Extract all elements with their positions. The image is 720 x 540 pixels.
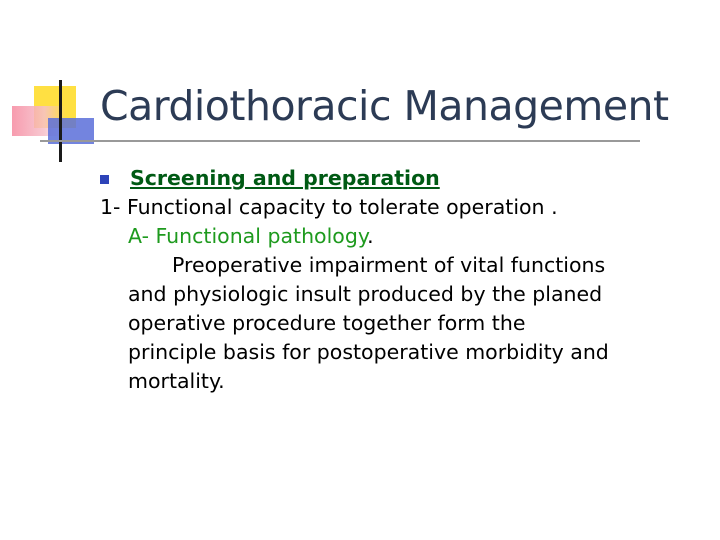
paragraph-line-3: operative procedure together form the	[128, 311, 526, 335]
title-underline-rule	[40, 140, 640, 142]
subitem-a	[100, 222, 710, 251]
slide-body	[100, 164, 710, 396]
bullet-heading: Screening and preparation	[130, 166, 440, 190]
bullet-heading-line	[100, 164, 710, 193]
slide-logo-decoration	[0, 0, 110, 170]
paragraph-line-1: Preoperative impairment of vital functions	[172, 253, 606, 277]
item-1: 1- Functional capacity to tolerate operation .	[100, 195, 558, 219]
paragraph-line-5: mortality.	[128, 369, 225, 393]
square-bullet-icon	[100, 175, 109, 184]
paragraph-line-4: principle basis for postoperative morbidity and	[128, 340, 609, 364]
subitem-a-label: A- Functional pathology	[128, 224, 368, 248]
vertical-rule	[59, 80, 62, 162]
slide-title: Cardiothoracic Management	[100, 82, 669, 130]
subitem-a-suffix: .	[367, 224, 374, 248]
paragraph-line-2: and physiologic insult produced by the planed	[128, 282, 603, 306]
